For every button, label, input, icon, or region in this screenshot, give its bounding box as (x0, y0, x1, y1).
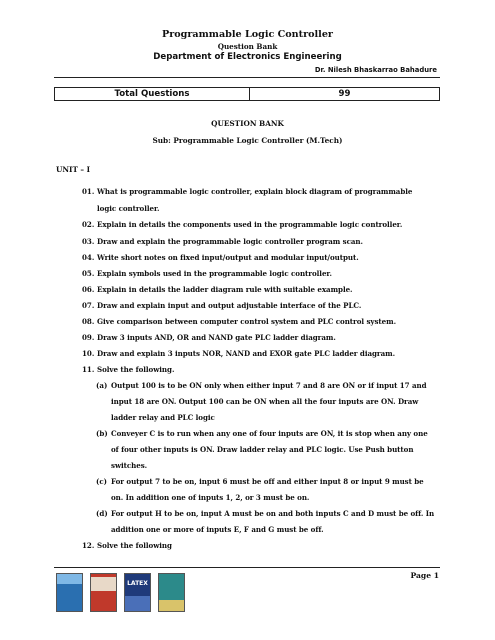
question-number: 01. (82, 187, 95, 196)
sub-question-text: addition one or more of inputs E, F and G must be off. (111, 525, 324, 534)
sub-question-text: of four other inputs is ON. Draw ladder relay and PLC logic. Use Push button (111, 445, 414, 454)
total-questions-value: 99 (250, 88, 440, 101)
page-number: Page 1 (410, 571, 439, 580)
question-text: Solve the following. (97, 365, 175, 374)
question-number: 02. (82, 220, 95, 229)
book-cover-image (90, 573, 117, 612)
author-name: Dr. Nilesh Bhaskarrao Bahadure (314, 66, 437, 74)
question-text: Draw 3 inputs AND, OR and NAND gate PLC ladder diagram. (97, 333, 336, 342)
question-text: Draw and explain input and output adjustable interface of the PLC. (97, 301, 362, 310)
question-text: Explain in details the ladder diagram rule with suitable example. (97, 285, 353, 294)
question-number: 05. (82, 269, 95, 278)
sub-question-label: (d) (96, 509, 108, 518)
sub-question-text: For output H to be on, input A must be on and both inputs C and D must be off. In (111, 509, 435, 518)
question-number: 06. (82, 285, 95, 294)
document-title: Programmable Logic Controller (162, 29, 333, 40)
sub-question-label: (c) (96, 477, 108, 486)
question-number: 08. (82, 317, 95, 326)
document-subtitle: Question Bank (217, 42, 278, 51)
question-text: Give comparison between computer control system and PLC control system. (97, 317, 396, 326)
total-questions-label: Total Questions (55, 88, 250, 101)
question-number: 11. (82, 365, 95, 374)
sub-question-label: (b) (96, 429, 108, 438)
total-questions-table (54, 87, 440, 101)
question-number: 04. (82, 253, 95, 262)
question-text: Explain in details the components used in the programmable logic controller. (97, 220, 403, 229)
footer-divider (54, 567, 440, 568)
header-divider (54, 77, 440, 78)
question-text: Explain symbols used in the programmable logic controller. (97, 269, 332, 278)
unit-heading: UNIT – I (56, 165, 91, 174)
sub-question-label: (a) (96, 381, 108, 390)
book-cover-image (56, 573, 83, 612)
question-text: Draw and explain 3 inputs NOR, NAND and EXOR gate PLC ladder diagram. (97, 349, 396, 358)
book-cover-image (158, 573, 185, 612)
question-number: 12. (82, 541, 95, 550)
question-number: 09. (82, 333, 95, 342)
sub-question-text: Conveyer C is to run when any one of four inputs are ON, it is stop when any one (111, 429, 428, 438)
book-cover-image (124, 573, 151, 612)
book-cover-title: LATEX (127, 580, 148, 587)
sub-question-text: switches. (111, 461, 148, 470)
sub-question-text: Output 100 is to be ON only when either input 7 and 8 are ON or if input 17 and (111, 381, 427, 390)
sub-question-text: input 18 are ON. Output 100 can be ON when all the four inputs are ON. Draw (111, 397, 419, 406)
question-text: Solve the following (97, 541, 172, 550)
sub-question-text: For output 7 to be on, input 6 must be off and either input 8 or input 9 must be (111, 477, 424, 486)
question-number: 07. (82, 301, 95, 310)
question-text: logic controller. (97, 204, 160, 213)
sub-question-text: on. In addition one of inputs 1, 2, or 3 must be on. (111, 493, 310, 502)
subject-line: Sub: Programmable Logic Controller (M.Tech) (152, 136, 343, 145)
question-bank-heading: QUESTION BANK (211, 119, 284, 128)
question-text: Write short notes on fixed input/output and modular input/output. (97, 253, 359, 262)
question-number: 10. (82, 349, 95, 358)
department-name: Department of Electronics Engineering (153, 52, 342, 62)
sub-question-text: ladder relay and PLC logic (111, 413, 215, 422)
question-number: 03. (82, 237, 95, 246)
question-text: Draw and explain the programmable logic controller program scan. (97, 237, 363, 246)
question-text: What is programmable logic controller, explain block diagram of programmable (97, 187, 413, 196)
